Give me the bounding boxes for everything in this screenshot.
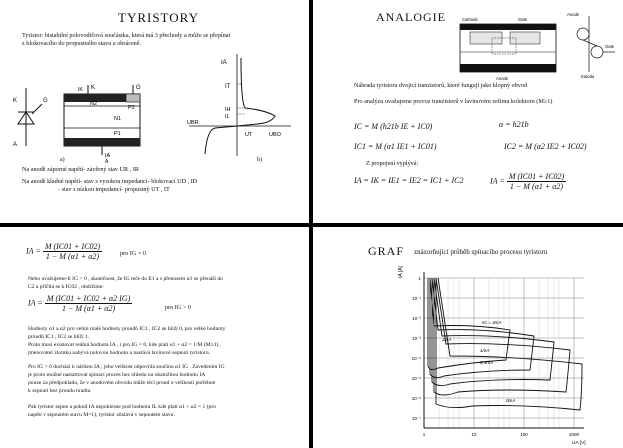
struct-n1-label: N1 xyxy=(114,116,122,122)
circuit-anode-label: Anode xyxy=(567,12,580,17)
graph-ih-label: IH xyxy=(225,107,231,113)
formula-ia-ig-pos xyxy=(28,294,132,313)
formula-ia-ig0-lhs: IA = xyxy=(26,246,41,256)
formula-ia-denominator: 1 − M (α1 + α2) xyxy=(509,182,564,191)
thyristor-structure-diagram xyxy=(58,82,148,165)
formula-ig-pos-note: pro IG > 0 xyxy=(165,304,192,311)
formula-ia-ig0-denominator: 1 − M (α1 + α2) xyxy=(45,252,100,261)
struct-g-label: G xyxy=(136,85,141,91)
curve-label: IG = 4mA xyxy=(482,320,502,325)
slide1-text-line1: Na anodě záporné napětí- závěrný stav UR , IR xyxy=(22,166,140,173)
struct-ik-label: IK xyxy=(78,87,83,93)
formula-ia-ig-pos-numerator: M (IC01 + IC02 + α2 IG) xyxy=(46,294,131,303)
slide2-text2: Pro analýzu uvažujeme provoz tranzistorů v lavinovém režimu kolektoru (M≥1) xyxy=(354,98,553,105)
slide3-p1: Nebo uvažujeme-li IG > 0 , skutečnost, že IG teče do E1 a s přenosem α1 se přenáší do xyxy=(28,276,223,282)
slide3-p4b: je proto možné nastartovat spínací proces bez ohledu na okamžitou hodnotu IA xyxy=(28,372,206,378)
curve-label: 1mA xyxy=(480,348,490,353)
horizontal-divider xyxy=(0,223,623,227)
fig-gate-label: Gate xyxy=(518,17,528,22)
x-axis-label: UA [V] xyxy=(572,441,586,446)
symbol-a-label: A xyxy=(13,142,18,148)
formula-ig0-note: pro IG = 0 xyxy=(120,250,147,257)
y-axis-label: IA [A] xyxy=(398,266,404,278)
y-tick-label: 10⁻⁶ xyxy=(411,396,421,401)
formula-ic2: IC2 = M (α2 IE2 + IC02) xyxy=(504,142,587,151)
graph-ubr-label: UBR xyxy=(187,120,199,126)
slide-analysis xyxy=(0,228,308,448)
y-tick-label: 10⁻² xyxy=(412,316,421,321)
x-tick-label: 10 xyxy=(471,432,477,437)
symbol-k-label: K xyxy=(13,98,18,104)
formula-alpha: α = h21b xyxy=(499,120,529,129)
formula-ia-numerator: M (IC01 + IC02) xyxy=(508,172,565,181)
graph-ubo-label: UBO xyxy=(269,132,281,138)
slide3-p2: Hodnoty α1 a α2 pro velmi malé hodnoty proudů IC1 , IC2 se blíží 0, pro velké hodnoty xyxy=(28,326,226,332)
slide3-p5: Pak tyristor sepne a pokud IA nepoklesne pod hodnotu IL kde platí α1 + α2 = 1 (pro xyxy=(28,404,216,410)
graph-ia-label: IA xyxy=(221,60,227,66)
graph-it-label: IT xyxy=(225,84,231,90)
formula-ia-lhs: IA = xyxy=(490,176,505,186)
slide3-p4c: pouze za předpokladu, že v anodovém obvodu může téci proud o velikosti potřebné xyxy=(28,380,216,386)
slide1-intro-line2: z blokovacího do propustného stavu a obráceně. xyxy=(22,40,142,47)
fig-cathode-label: Cathode xyxy=(462,17,478,22)
x-tick-label: 1 xyxy=(422,432,426,437)
slide1-intro-line1: Tyristor: bistabilní polovodičová součástka, která má 3 přechody a může se přepínat xyxy=(22,32,231,39)
circuit-gate-label: Gate xyxy=(605,44,615,49)
formula-ia-ig-pos-denominator: 1 − M (α1 + α2) xyxy=(61,304,116,313)
struct-k-label: K xyxy=(91,85,96,91)
struct-n2-label: N2 xyxy=(90,101,98,107)
graph-il-label: IL xyxy=(225,114,230,120)
iv-characteristic-graph xyxy=(185,52,295,162)
formula-ia-ig0-numerator: M (IC01 + IC02) xyxy=(44,242,101,251)
slide3-p4d: k sepnutí bez proudu hradla. xyxy=(28,388,92,394)
slide4-title: GRAF xyxy=(368,244,405,258)
slide3-p3: Proto musí existovat reálná hodnota IA , i pro IG = 0, kde platí α1 + α2 = 1/M (M≥1), xyxy=(28,342,220,348)
formula-ia-fraction xyxy=(490,172,566,191)
y-tick-label: 10⁻⁷ xyxy=(411,416,421,421)
slide4-subtitle: znázorňující průběh spínacího procesu tyristoru xyxy=(414,248,548,256)
y-tick-label: 10⁻³ xyxy=(412,336,421,341)
slide1-title: TYRISTORY xyxy=(118,10,199,25)
slide-analogie xyxy=(314,0,623,222)
y-tick-label: 10⁻⁴ xyxy=(411,356,421,361)
y-tick-label: 1 xyxy=(418,276,421,281)
slide3-p5b: napětí v sepnutém stavu M=1), tyristor zůstává v sepnutém stavu. xyxy=(28,412,175,418)
slide2-text1: Náhrada tyristoru dvojicí tranzistorů, které fungují jako klopný obvod xyxy=(354,82,528,89)
symbol-g-label: G xyxy=(43,98,48,104)
graph-b-caption: b) xyxy=(257,157,262,163)
curve-label: 2mA xyxy=(442,337,452,342)
slide1-text-line2: Na anodě kladné napětí- stav s vysokou impedancí- blokovací UD , ID xyxy=(22,178,198,185)
diagram-a-caption: a) xyxy=(60,157,65,163)
slide3-p2b: proudů IC1 , IC2 se blíží 1. xyxy=(28,334,90,340)
curve-label: 0,5mA xyxy=(480,360,494,365)
thyristor-symbol-icon xyxy=(12,82,52,152)
slide3-p1b: C2 a přičítá se k IC02 , obdržíme: xyxy=(28,284,104,290)
x-tick-label: 1000 xyxy=(568,432,580,437)
x-tick-label: 100 xyxy=(520,432,528,437)
slide1-text-line3: - stav s nízkou impedancí- propustný UT , IT xyxy=(58,186,170,193)
slide2-title: ANALOGIE xyxy=(376,10,446,24)
two-transistor-equivalent-circuit xyxy=(567,12,619,79)
formula-ia-ig0 xyxy=(26,242,102,261)
slide3-p4: Pro IG > 0 dochází k nárůstu IA , jeho velikost odpovídá součinu α1 IG . Zavedením IG xyxy=(28,364,225,370)
struct-ia-label: IA xyxy=(105,153,111,159)
circuit-katoda-label: Katoda xyxy=(581,74,595,79)
switching-curves-graph xyxy=(394,264,594,444)
curve-label: 0mA xyxy=(506,398,516,403)
transistor-cross-section-figure xyxy=(456,12,566,81)
formula-ic: IC = M (h21b IE + IC0) xyxy=(354,122,433,131)
y-tick-label: 10⁻¹ xyxy=(412,296,421,301)
slide2-text3: Z propojení vyplývá: xyxy=(366,160,419,167)
y-tick-label: 10⁻⁵ xyxy=(411,376,421,381)
slide3-p3b: jmenovatel zlomku nabývá nulovou hodnotu a nastává lavinové sepnutí tyristoru. xyxy=(28,350,211,356)
formula-ia-ig-pos-lhs: IA = xyxy=(28,298,43,308)
struct-a-label: A xyxy=(105,159,109,165)
formula-ia-sum: IA = IK = IE1 = IE2 = IC1 + IC2 xyxy=(354,176,464,185)
fig-anode-label: Anode xyxy=(496,76,509,81)
formula-ic1: IC1 = M (α1 IE1 + IC01) xyxy=(354,142,437,151)
graph-ut-label: UT xyxy=(245,132,253,138)
slide-tyristory xyxy=(0,0,308,222)
slide-graf xyxy=(314,228,623,448)
struct-p2-label: P2 xyxy=(128,105,135,111)
struct-p1-label: P1 xyxy=(114,131,121,137)
